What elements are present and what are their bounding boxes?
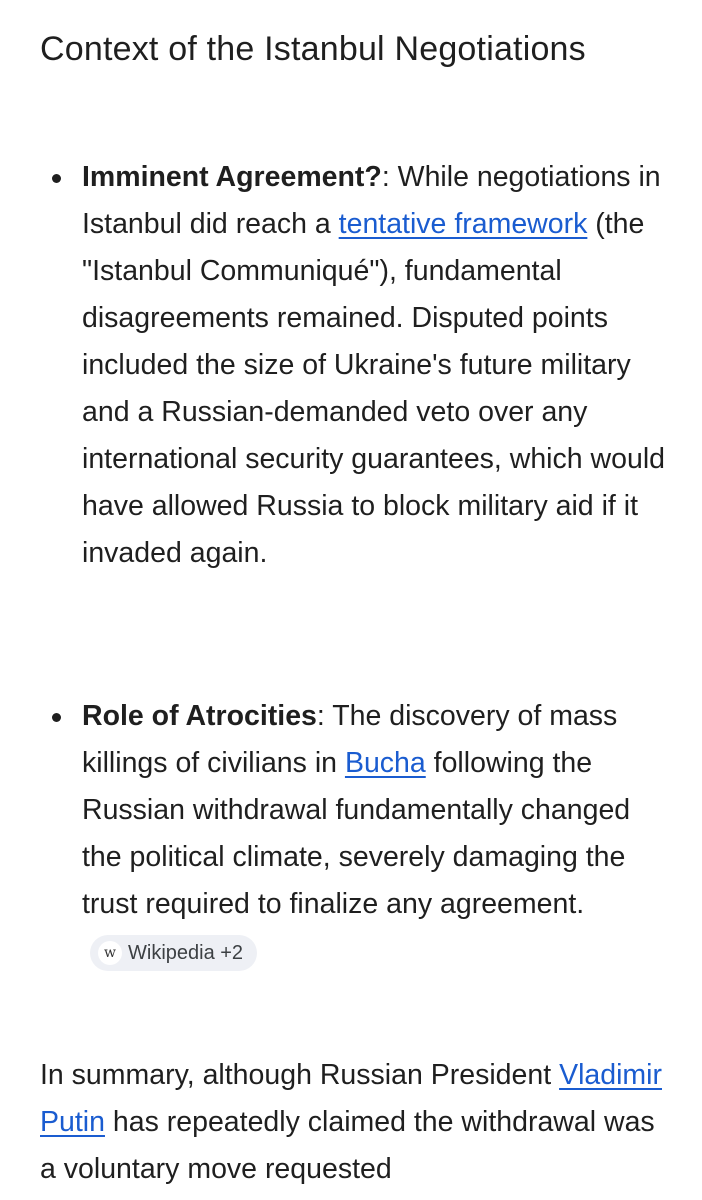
wikipedia-icon: w: [98, 941, 122, 965]
bullet-paragraph: [82, 693, 667, 975]
bullet-text-after: (the "Istanbul Communiqué"), fundamental disagreements remained. Disputed points included the size of Ukraine's future military and a Russian-demanded veto over any international security guarantees, which would have allowed Russia to block military aid if it invaded again.: [82, 208, 665, 569]
vladimir-putin-link[interactable]: Vladimir Putin: [40, 1059, 662, 1138]
bullet-paragraph: [82, 154, 667, 577]
bullet-text-before: : While negotiations in Istanbul did reach a: [82, 161, 661, 240]
bullet-text-before: : The discovery of mass killings of civilians in: [82, 700, 618, 779]
bullet-text-after: following the Russian withdrawal fundamentally changed the political climate, severely damaging the trust required to finalize any agreement.: [82, 747, 631, 920]
tentative-framework-link[interactable]: tentative framework: [338, 208, 588, 240]
bucha-link[interactable]: Bucha: [344, 747, 426, 779]
section-heading: Context of the Istanbul Negotiations: [40, 30, 586, 68]
bullet-dot: [52, 174, 61, 183]
source-chip-wikipedia[interactable]: [90, 935, 257, 971]
summary-text-after: has repeatedly claimed the withdrawal was a voluntary move requested: [40, 1106, 655, 1185]
bullet-dot: [52, 713, 61, 722]
source-chip-label: Wikipedia +2: [128, 942, 244, 964]
bullet-term: Role of Atrocities: [82, 700, 317, 732]
summary-text-before: In summary, although Russian President: [40, 1059, 560, 1091]
bullet-term: Imminent Agreement?: [82, 161, 382, 193]
summary-paragraph: [40, 1052, 670, 1193]
